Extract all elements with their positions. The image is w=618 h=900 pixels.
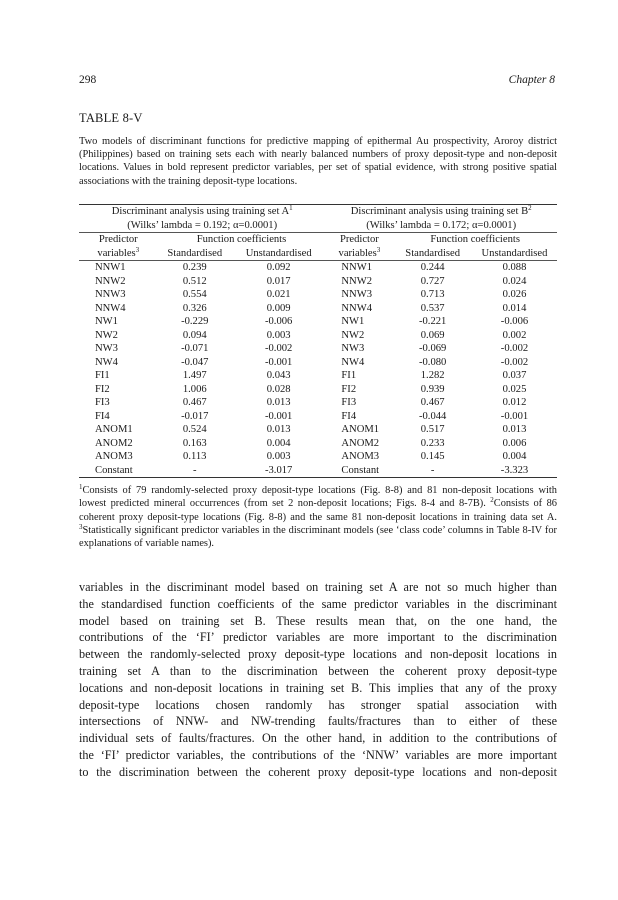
table-row [79,383,557,397]
predictor-variable-b: NNW4 [341,302,373,314]
unstandardised-a: 0.003 [266,451,291,462]
standardised-b: 0.244 [420,262,445,273]
table-row [79,329,557,343]
unstandardised-b: 0.012 [502,397,527,408]
table-row [79,396,557,410]
standardised-b: -0.080 [418,356,447,368]
unstandardised-a: 0.028 [266,383,291,395]
body-text [79,579,557,781]
page-number: 298 [79,74,97,86]
body-line: the ‘FI’ predictor variables, the contributions of the ‘NNW’ variables are more important [79,747,557,762]
header-unstandardised-a: Unstandardised [232,247,325,261]
unstandardised-b: 0.037 [502,370,527,381]
footnote-text: Consists of 79 randomly-selected proxy deposit-type locations (Fig. 8-8) and 81 non-deposit locations with lowest predicted mineral occurrences (from set 2 non-deposit locations; Figs. 8-4 and 8-7B). [79,485,557,510]
chapter-title: Chapter 8 [508,74,555,86]
set-a-stats: (Wilks’ lambda = 0.192; α=0.0001) [79,219,325,233]
table-row [79,423,557,437]
unstandardised-a: 0.021 [266,289,291,300]
unstandardised-b: 0.024 [502,275,527,287]
table-row [79,315,557,329]
body-line: contributions of the ‘FI’ predictor variables are more important to the discrimination [79,630,557,645]
standardised-a: -0.229 [181,316,209,327]
predictor-variable-b: FI1 [341,370,357,381]
table-row [79,410,557,424]
unstandardised-a: 0.017 [266,275,291,287]
table-row [79,275,557,289]
header-standardised-b: Standardised [393,247,472,261]
predictor-variable-a: ANOM3 [95,451,133,462]
unstandardised-a: 0.013 [266,424,291,435]
unstandardised-b: 0.014 [502,302,527,314]
predictor-variable-a: Constant [79,464,158,478]
standardised-a: 0.326 [182,302,207,314]
table-row [79,342,557,356]
unstandardised-b: -0.002 [500,356,529,368]
running-header [79,74,555,86]
predictor-variable-a: FI4 [95,410,110,422]
unstandardised-b: 0.013 [502,424,527,435]
unstandardised-b: -3.323 [472,464,557,478]
standardised-b: 0.939 [420,383,445,395]
standardised-a: 0.554 [182,289,207,300]
unstandardised-b: 0.026 [502,289,527,300]
predictor-variable-a: NNW1 [95,262,126,273]
unstandardised-a: 0.009 [266,302,291,314]
unstandardised-a: -0.001 [264,410,293,422]
predictor-variable-a: NW4 [95,356,118,368]
body-line: deposit-type locations chosen randomly has stronger spatial association with [79,697,557,712]
standardised-b: -0.069 [418,343,447,354]
unstandardised-a: 0.004 [266,437,291,449]
predictor-variable-b: FI3 [341,397,357,408]
body-line: the standardised function coefficients of the same predictor variables in the discriminant [79,596,557,611]
unstandardised-a: 0.013 [266,397,291,408]
table-row [79,437,557,451]
predictor-variable-a: FI1 [95,370,110,381]
unstandardised-b: 0.002 [502,329,527,341]
header-variables-b: variables$^3$ [325,247,393,261]
unstandardised-b: -0.006 [500,316,529,327]
table-label: TABLE 8-V [79,111,143,125]
standardised-b: 0.233 [420,437,445,449]
footnote-text: Consists of 86 coherent proxy deposit-type locations (Fig. 8-8) and the same 81 non-deposit locations in training data set A. [79,498,558,523]
predictor-variable-b: NW3 [341,343,365,354]
standardised-b: 0.069 [420,329,445,341]
unstandardised-b: 0.025 [502,383,527,395]
unstandardised-a: 0.043 [266,370,291,381]
table-caption [79,135,557,188]
body-line: variables in the discriminant model based on training set A are not so much higher than [79,580,557,594]
standardised-b: 0.713 [420,289,445,300]
body-line: individual sets of faults/fractures. On the other hand, in addition to the contributions of [79,731,557,746]
unstandardised-a: -0.001 [264,356,293,368]
set-a-title: Discriminant analysis using training set $A^1$ [79,205,325,219]
standardised-b: -0.221 [418,316,447,327]
footnote-marker: 1 [79,483,83,491]
predictor-variable-b: NW1 [341,316,365,327]
standardised-b: -0.044 [418,410,447,422]
standardised-a: 0.467 [182,397,207,408]
header-variables-a: variables$^3$ [79,247,158,261]
body-line: model based on training set B. These results mean that, on the one hand, the [79,613,557,628]
predictor-variable-b: FI2 [341,383,357,395]
predictor-variable-b: NNW3 [341,289,373,300]
table-row [79,464,557,478]
predictor-variable-a: NW3 [95,343,118,354]
standardised-b: 0.727 [420,275,445,287]
header-function-coefficients-b: Function coefficients [430,234,520,245]
header-unstandardised-b: Unstandardised [472,247,557,261]
unstandardised-b: 0.004 [502,451,527,462]
unstandardised-b: -0.002 [500,343,529,354]
standardised-a: 0.512 [182,275,207,287]
unstandardised-a: -0.002 [264,343,293,354]
table-row [79,288,557,302]
standardised-b: 0.145 [420,451,445,462]
table-row [79,261,557,275]
unstandardised-a: 0.003 [266,329,291,341]
standardised-a: 1.006 [182,383,207,395]
predictor-variable-b: NNW1 [341,262,373,273]
footnote-marker: 3 [79,522,83,531]
predictor-variable-b: NW2 [341,329,365,341]
standardised-b: 0.467 [420,397,445,408]
predictor-variable-b: NW4 [341,356,365,368]
standardised-a: 0.113 [183,451,207,462]
standardised-a: - [158,464,232,478]
predictor-variable-a: FI2 [95,383,110,395]
table-row [79,450,557,464]
body-line: locations and non-deposit locations in training set B. This implies that any of the proxy [79,680,557,695]
table-caption-text: Two models of discriminant functions for predictive mapping of epithermal Au prospectivity, Aroroy district (Philippines) based on training sets each with nearly balanced numbers of proxy deposit-type and non-deposit locations. Values in bold represent predictor variables, per set of spatial evidence, with strong positive spatial associations with the training deposit-type locations. [79,136,557,187]
predictor-variable-b: FI4 [341,410,357,422]
predictor-variable-b: NNW2 [341,275,373,287]
predictor-variable-b: ANOM3 [341,451,380,462]
standardised-a: 0.239 [182,262,207,273]
predictor-variable-a: NW1 [95,316,118,327]
header-standardised-a: Standardised [158,247,232,261]
predictor-variable-a: ANOM2 [95,437,133,449]
standardised-a: 0.163 [182,437,207,449]
predictor-variable-a: NNW4 [95,302,126,314]
table-row [79,369,557,383]
body-line: to the discrimination between the coherent proxy deposit-type locations and non-deposit [79,764,557,779]
standardised-a: -0.047 [181,356,209,368]
standardised-b: - [393,464,472,478]
predictor-variable-b: ANOM1 [341,424,380,435]
predictor-variable-a: NNW2 [95,275,126,287]
body-line: between the randomly-selected proxy deposit-type locations and non-deposit locations in [79,647,557,662]
footnote-paragraph [79,484,557,550]
standardised-b: 0.537 [420,302,445,314]
set-b-stats: (Wilks’ lambda = 0.172; α=0.0001) [325,219,557,233]
standardised-b: 1.282 [420,370,445,381]
unstandardised-a: 0.092 [266,262,291,273]
table-row [79,356,557,370]
standardised-a: 0.094 [182,329,207,341]
standardised-a: 0.524 [182,424,207,435]
unstandardised-b: 0.006 [502,437,527,449]
table-body [79,261,557,478]
footnote-marker: 2 [490,496,494,505]
predictor-variable-a: ANOM1 [95,424,133,435]
set-b-title: Discriminant analysis using training set $B^2$ [325,205,557,219]
standardised-b: 0.517 [420,424,445,435]
unstandardised-b: -0.001 [500,410,529,422]
table-row [79,302,557,316]
standardised-a: 1.497 [182,370,207,381]
header-function-coefficients-a: Function coefficients [196,234,287,245]
unstandardised-a: -0.006 [264,316,293,327]
standardised-a: -0.071 [181,343,209,354]
predictor-variable-a: FI3 [95,397,110,408]
predictor-variable-a: NNW3 [95,289,126,300]
unstandardised-a: -3.017 [232,464,325,478]
standardised-a: -0.017 [181,410,209,422]
table-footnotes [79,484,557,550]
header-predictor-b: Predictor [339,234,379,245]
predictor-variable-b: ANOM2 [341,437,380,449]
header-predictor-a: Predictor [98,234,138,245]
body-line: training set A than to the discrimination between the coherent proxy deposit-type [79,663,557,678]
footnote-text: Statistically significant predictor variables in the discriminant models (see ‘class code’ columns in Table 8-IV for explanations of variable names). [79,524,557,550]
predictor-variable-b: Constant [325,464,393,478]
discriminant-table [79,204,557,478]
body-line: intersections of NNW- and NW-trending faults/fractures than to either of these [79,714,557,729]
predictor-variable-a: NW2 [95,329,118,341]
unstandardised-b: 0.088 [502,262,527,273]
